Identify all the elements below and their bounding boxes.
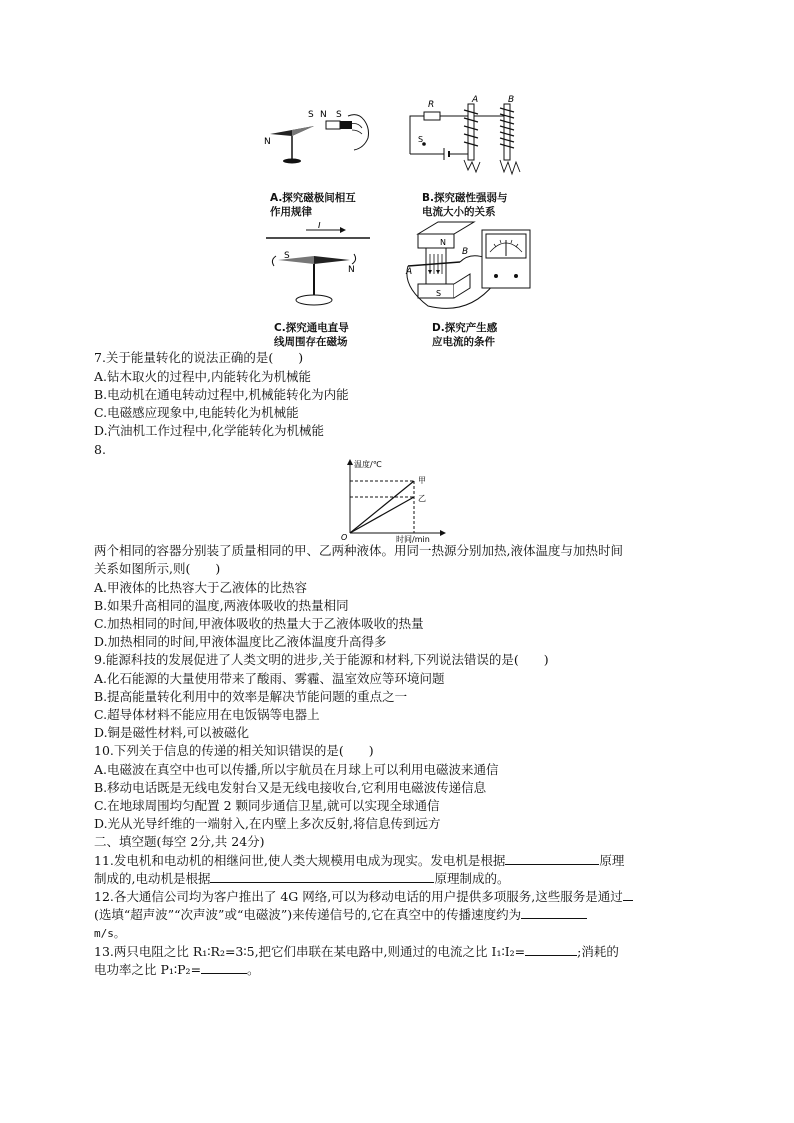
fig-a-label-n1: N	[320, 110, 327, 120]
q12-text-1: 12.各大通信公司均为客户推出了 4G 网络,可以为移动电话的用户提供多项服务,这些服务是通过	[94, 889, 623, 904]
fig-c-label-s: S	[284, 251, 290, 261]
q11-line-1	[94, 852, 624, 870]
fig-a-caption-1: A.探究磁极间相互	[270, 192, 356, 204]
q12-blank-2[interactable]	[521, 906, 587, 919]
fig-a-caption-2: 作用规律	[270, 206, 312, 218]
q8-option-d: D.加热相同的时间,甲液体温度比乙液体温度升高得多	[94, 634, 387, 649]
q13-blank-2[interactable]	[201, 961, 247, 974]
q9-option-c: C.超导体材料不能应用在电饭锅等电器上	[94, 707, 320, 722]
q8-option-b: B.如果升高相同的温度,两液体吸收的热量相同	[94, 598, 349, 613]
q11-text-2: 原理	[599, 853, 625, 868]
fig-c-caption-1: C.探究通电直导	[274, 322, 349, 334]
fig-b-label-s: S	[418, 135, 424, 144]
q8-graph-ylabel: 温度/℃	[354, 460, 382, 469]
q13-text-1: 13.两只电阻之比 R₁∶R₂=3∶5,把它们串联在某电路中,则通过的电流之比 I₁∶I₂=	[94, 944, 526, 959]
q13-text-4: 。	[247, 962, 260, 977]
q12-text-2: (选填“超声波”“次声波”或“电磁波”)来传递信号的,它在真空中的传播速度约为	[94, 907, 522, 922]
fig-a-label-s1: S	[308, 110, 314, 120]
q11-blank-2[interactable]	[210, 870, 434, 883]
q13-line-1	[94, 943, 619, 961]
fig-c-label-i: I	[318, 222, 321, 231]
q8-stem-2: 关系如图所示,则( )	[94, 561, 221, 576]
q9-option-b: B.提高能量转化利用中的效率是解决节能问题的重点之一	[94, 689, 408, 704]
q13-text-3: 电功率之比 P₁∶P₂=	[94, 962, 202, 977]
fig-c-caption-2: 线周围存在磁场	[274, 336, 348, 348]
q8-number: 8.	[94, 442, 106, 457]
q8-option-a: A.甲液体的比热容大于乙液体的比热容	[94, 580, 308, 595]
figure-b-electromagnet	[404, 94, 534, 178]
q10-stem: 10.下列关于信息的传递的相关知识错误的是( )	[94, 743, 374, 758]
q10-option-b: B.移动电话既是无线电发射台又是无线电接收台,它利用电磁波传递信息	[94, 780, 487, 795]
q12-line-2	[94, 906, 587, 924]
fig-b-label-r: R	[428, 100, 435, 110]
q13-blank-1[interactable]	[525, 943, 577, 956]
q10-option-a: A.电磁波在真空中也可以传播,所以宇航员在月球上可以利用电磁波来通信	[94, 762, 499, 777]
fig-d-label-n: N	[440, 238, 446, 247]
q8-option-c: C.加热相同的时间,甲液体吸收的热量大于乙液体吸收的热量	[94, 616, 424, 631]
fig-d-label-s: S	[436, 289, 442, 298]
q12-line-1	[94, 888, 633, 906]
q10-option-c: C.在地球周围均匀配置 2 颗同步通信卫星,就可以实现全球通信	[94, 798, 440, 813]
fig-b-caption-2: 电流大小的关系	[422, 206, 496, 218]
fig-d-caption-1: D.探究产生感	[432, 322, 498, 334]
figure-a-magnet-interaction	[262, 104, 392, 174]
q10-option-d: D.光从光导纤维的一端射入,在内壁上多次反射,将信息传到远方	[94, 816, 441, 831]
q7-option-c: C.电磁感应现象中,电能转化为机械能	[94, 405, 299, 420]
fig-b-label-a: A	[472, 95, 479, 105]
q9-option-a: A.化石能源的大量使用带来了酸雨、雾霾、温室效应等环境问题	[94, 671, 445, 686]
q7-option-b: B.电动机在通电转动过程中,机械能转化为内能	[94, 387, 349, 402]
q11-text-3: 制成的,电动机是根据	[94, 871, 211, 886]
figure-d-induction	[404, 214, 538, 320]
fig-d-label-a: A	[406, 267, 413, 277]
q11-text-4: 原理制成的。	[434, 871, 510, 886]
fig-a-label-s2: S	[336, 110, 342, 120]
q11-blank-1[interactable]	[505, 852, 599, 865]
q9-stem: 9.能源科技的发展促进了人类文明的进步,关于能源和材料,下列说法错误的是( )	[94, 652, 549, 667]
q7-stem: 7.关于能量转化的说法正确的是( )	[94, 350, 304, 365]
q11-text-1: 11.发电机和电动机的相继问世,使人类大规模用电成为现实。发电机是根据	[94, 853, 506, 868]
section-2-title: 二、填空题(每空 2分,共 24分)	[94, 834, 265, 849]
q12-blank-1[interactable]	[623, 888, 633, 901]
q12-text-3: m/s。	[94, 927, 125, 940]
q8-stem-1: 两个相同的容器分别装了质量相同的甲、乙两种液体。用同一热源分别加热,液体温度与加热时间	[94, 543, 623, 558]
fig-b-caption-1: B.探究磁性强弱与	[422, 192, 508, 204]
figure-c-oersted	[262, 222, 374, 314]
q8-graph-xlabel: 时间/min	[396, 535, 430, 543]
q7-option-d: D.汽油机工作过程中,化学能转化为机械能	[94, 423, 325, 438]
fig-a-label-n-left: N	[264, 137, 271, 147]
q8-graph-line2-label: 乙	[418, 494, 426, 503]
fig-b-label-b: B	[508, 95, 515, 105]
q8-temperature-graph	[338, 455, 458, 543]
q11-line-2	[94, 870, 510, 888]
fig-c-label-n: N	[348, 265, 355, 275]
fig-d-caption-2: 应电流的条件	[432, 336, 495, 348]
q13-line-2	[94, 961, 260, 979]
q8-graph-line1-label: 甲	[418, 476, 426, 485]
fig-d-label-b: B	[462, 247, 469, 257]
q13-text-2: ;消耗的	[577, 944, 619, 959]
q12-line-3	[94, 924, 125, 943]
q9-option-d: D.铜是磁性材料,可以被磁化	[94, 725, 250, 740]
q8-graph-origin: O	[341, 533, 348, 542]
q7-option-a: A.钻木取火的过程中,内能转化为机械能	[94, 369, 311, 384]
